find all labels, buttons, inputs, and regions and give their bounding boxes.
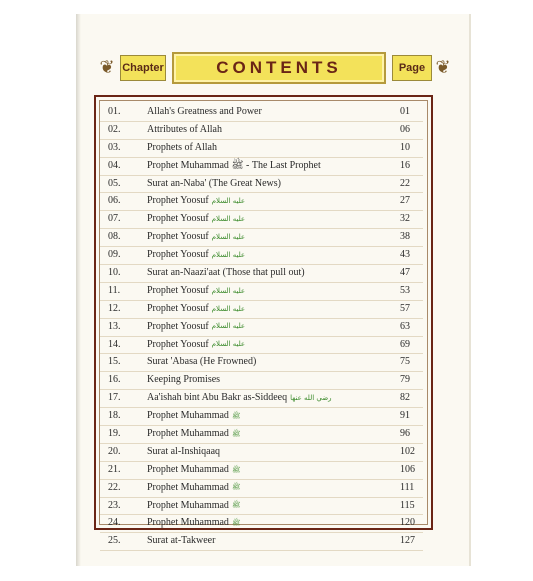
left-ornament-icon: ❦	[99, 57, 115, 77]
chapter-number: 18.	[108, 410, 121, 422]
chapter-number: 06.	[108, 195, 121, 207]
chapter-title-text: Allah's Greatness and Power	[147, 106, 262, 117]
contents-row	[100, 140, 423, 158]
page-number: 22	[400, 177, 410, 189]
chapter-title-text: Surat al-Inshiqaaq	[147, 445, 221, 457]
page-title: CONTENTS	[172, 52, 386, 84]
contents-row	[100, 229, 423, 247]
honorific-calligraphy-icon: عليه السلام	[211, 340, 246, 349]
page-number: 27	[400, 195, 410, 207]
honorific-calligraphy-icon: ﷺ	[231, 465, 241, 474]
chapter-title	[147, 283, 245, 300]
contents-row	[100, 372, 423, 390]
chapter-number: 03.	[108, 141, 121, 153]
chapter-number: 21.	[108, 463, 121, 475]
page-number: 69	[400, 338, 410, 350]
chapter-number: 13.	[108, 320, 121, 332]
chapter-number: 04.	[108, 159, 121, 171]
contents-row	[100, 176, 423, 194]
chapter-title	[147, 515, 240, 532]
chapter-title-text: Prophet Muhammad	[147, 481, 229, 493]
chapter-number: 07.	[108, 213, 121, 225]
page-number: 53	[400, 284, 410, 296]
chapter-number: 10.	[108, 267, 121, 279]
chapter-title-text: Surat an-Naba' (The Great News)	[147, 177, 281, 189]
honorific-calligraphy-icon: ﷺ	[231, 429, 241, 438]
chapter-title-text: Prophet Muhammad	[147, 463, 229, 475]
chapter-title	[147, 104, 262, 121]
chapter-title	[147, 426, 240, 443]
chapter-number: 15.	[108, 356, 121, 368]
chapter-title	[147, 408, 240, 425]
page-column-label: Page	[392, 55, 432, 81]
honorific-calligraphy-icon: عليه السلام	[211, 250, 246, 259]
page-number: 79	[400, 374, 410, 386]
chapter-number: 08.	[108, 231, 121, 243]
chapter-title-text: Attributes of Allah	[147, 123, 222, 135]
page-number: 102	[400, 445, 415, 457]
contents-row	[100, 515, 423, 533]
contents-row	[100, 337, 423, 355]
chapter-title-text: Prophet Muhammad	[147, 517, 229, 529]
chapter-number: 02.	[108, 123, 121, 135]
chapter-title	[147, 480, 240, 497]
chapter-title	[147, 211, 245, 228]
chapter-title-text: Prophet Yoosuf	[147, 213, 209, 225]
chapter-title-text: Surat an-Naazi'aat (Those that pull out)	[147, 267, 305, 279]
contents-row	[100, 498, 423, 516]
chapter-title	[147, 176, 281, 193]
honorific-calligraphy-icon: ﷺ	[231, 519, 241, 528]
page-number: 91	[400, 410, 410, 422]
chapter-number: 24.	[108, 517, 121, 529]
page-number: 10	[400, 141, 410, 153]
chapter-number: 16.	[108, 374, 121, 386]
page-number: 47	[400, 267, 410, 279]
chapter-title-text: Prophet Muhammad	[147, 410, 229, 422]
chapter-title	[147, 444, 220, 461]
chapter-number: 09.	[108, 249, 121, 261]
contents-row	[100, 408, 423, 426]
contents-list	[100, 104, 423, 551]
honorific-calligraphy-icon: عليه السلام	[211, 304, 246, 313]
chapter-number: 14.	[108, 338, 121, 350]
page-number: 106	[400, 463, 415, 475]
page-number: 96	[400, 428, 410, 440]
contents-row	[100, 265, 423, 283]
page-number: 43	[400, 249, 410, 261]
honorific-calligraphy-icon: عليه السلام	[211, 286, 246, 295]
chapter-number: 23.	[108, 499, 121, 511]
chapter-title	[147, 158, 321, 175]
page-spine-shadow	[76, 14, 81, 566]
chapter-title-text: Prophet Muhammad	[147, 428, 229, 440]
chapter-column-label: Chapter	[120, 55, 166, 81]
chapter-title	[147, 462, 240, 479]
chapter-title	[147, 372, 220, 389]
contents-row	[100, 158, 423, 176]
page-number: 120	[400, 517, 415, 529]
contents-row	[100, 319, 423, 337]
chapter-title-text: Prophet Yoosuf	[147, 338, 209, 350]
contents-row	[100, 444, 423, 462]
page-number: 01	[400, 106, 410, 117]
page-number: 63	[400, 320, 410, 332]
honorific-calligraphy-icon: ﷺ	[231, 501, 241, 510]
page-number: 38	[400, 231, 410, 243]
contents-row	[100, 193, 423, 211]
page-number: 06	[400, 123, 410, 135]
chapter-title	[147, 193, 245, 210]
chapter-number: 01.	[108, 106, 121, 117]
contents-row	[100, 462, 423, 480]
chapter-title	[147, 319, 245, 336]
chapter-title-text: Surat 'Abasa (He Frowned)	[147, 356, 257, 368]
page-number: 115	[400, 499, 415, 511]
chapter-title-text: Prophet Yoosuf	[147, 231, 209, 243]
chapter-title	[147, 354, 256, 371]
chapter-title-text: Prophet Yoosuf	[147, 284, 209, 296]
chapter-title	[147, 498, 240, 515]
chapter-title	[147, 265, 305, 282]
chapter-number: 05.	[108, 177, 121, 189]
chapter-title-text: Keeping Promises	[147, 374, 221, 386]
page-number: 82	[400, 392, 410, 404]
page-number: 57	[400, 302, 410, 314]
honorific-calligraphy-icon: عليه السلام	[211, 322, 246, 331]
chapter-title-text: Prophet Muhammad	[147, 499, 229, 511]
chapter-title-text: Prophet Yoosuf	[147, 195, 209, 207]
chapter-number: 20.	[108, 445, 121, 457]
chapter-title	[147, 533, 215, 550]
chapter-title-text: Prophet Muhammad ﷺ - The Last Prophet	[147, 159, 321, 171]
contents-row	[100, 426, 423, 444]
page-number: 127	[400, 535, 415, 547]
page-number: 32	[400, 213, 410, 225]
page-number: 75	[400, 356, 410, 368]
honorific-calligraphy-icon: عليه السلام	[211, 215, 246, 224]
chapter-title-text: Prophet Yoosuf	[147, 320, 209, 332]
chapter-title-text: Aa'ishah bint Abu Bakr as-Siddeeq	[147, 392, 288, 404]
contents-row	[100, 283, 423, 301]
contents-row	[100, 301, 423, 319]
chapter-number: 11.	[108, 284, 121, 296]
chapter-number: 19.	[108, 428, 121, 440]
chapter-number: 12.	[108, 302, 121, 314]
chapter-title	[147, 122, 222, 139]
chapter-title-text: Prophet Yoosuf	[147, 249, 209, 261]
contents-row	[100, 247, 423, 265]
chapter-number: 22.	[108, 481, 121, 493]
contents-row	[100, 122, 423, 140]
chapter-title	[147, 229, 245, 246]
chapter-number: 17.	[108, 392, 121, 404]
contents-row	[100, 104, 423, 122]
right-ornament-icon: ❦	[435, 57, 451, 77]
chapter-title-text: Prophets of Allah	[147, 141, 217, 153]
page-number: 111	[400, 481, 415, 493]
contents-row	[100, 354, 423, 372]
honorific-calligraphy-icon: ﷺ	[231, 483, 241, 492]
page-number: 16	[400, 159, 410, 171]
contents-header	[0, 0, 533, 90]
contents-row	[100, 211, 423, 229]
chapter-title	[147, 301, 245, 318]
chapter-title-text: Prophet Yoosuf	[147, 302, 209, 314]
honorific-calligraphy-icon: عليه السلام	[211, 197, 246, 206]
chapter-title-text: Surat at-Takweer	[147, 535, 216, 547]
honorific-calligraphy-icon: ﷺ	[231, 411, 241, 420]
honorific-calligraphy-icon: عليه السلام	[211, 232, 246, 241]
contents-row	[100, 390, 423, 408]
contents-row	[100, 533, 423, 551]
contents-row	[100, 480, 423, 498]
chapter-title	[147, 140, 217, 157]
chapter-title	[147, 337, 245, 354]
chapter-title	[147, 247, 245, 264]
chapter-number: 25.	[108, 535, 121, 547]
honorific-calligraphy-icon: رضي الله عنها	[290, 393, 332, 402]
chapter-title	[147, 390, 332, 407]
